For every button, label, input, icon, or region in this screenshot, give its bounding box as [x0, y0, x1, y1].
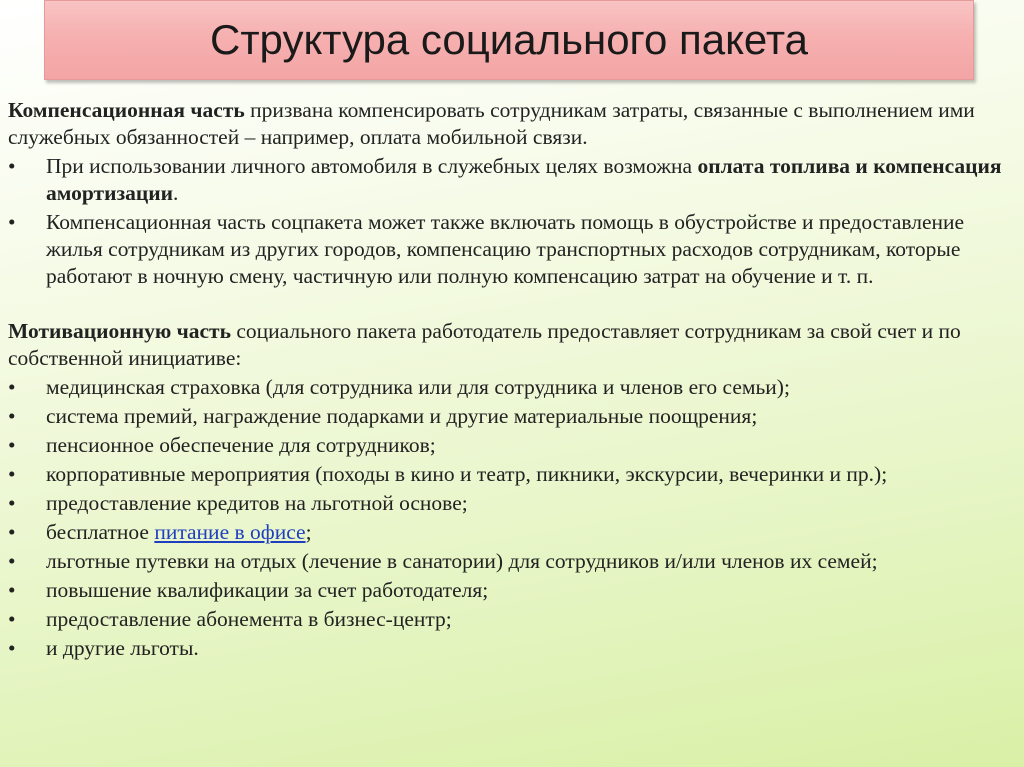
motivation-heading: Мотивационную часть	[8, 319, 231, 343]
list-item-text	[46, 519, 1012, 546]
bullet-icon: •	[8, 433, 16, 457]
fuel-text-start: При использовании личного автомобиля в служебных целях возможна	[46, 154, 698, 178]
list-item-text	[46, 153, 1012, 207]
slide-content	[8, 97, 1012, 662]
page-title: Структура социального пакета	[209, 16, 809, 63]
list-item	[8, 548, 1012, 575]
list-item	[8, 153, 1012, 207]
list-item-text: Компенсационная часть соцпакета может также включать помощь в обустройстве и предоставление жилья сотрудникам из других городов, компенсацию транспортных расходов сотрудникам, которые работают в ночную смену, частичную или полную компенсацию затрат на обучение и т. п.	[46, 210, 965, 288]
list-item	[8, 403, 1012, 430]
motivation-intro-text: социального пакета работодатель предоставляет сотрудникам за свой счет и по собственной инициативе:	[8, 319, 961, 370]
compensation-heading: Компенсационная часть	[8, 98, 245, 122]
list-item	[8, 490, 1012, 517]
spacer	[8, 290, 1012, 318]
bullet-icon: •	[8, 549, 16, 573]
list-item	[8, 374, 1012, 401]
list-item-text: повышение квалификации за счет работодателя;	[46, 578, 489, 602]
list-item-text: льготные путевки на отдых (лечение в санатории) для сотрудников и/или членов их семей;	[46, 549, 878, 573]
fuel-text-end: .	[173, 181, 179, 205]
bullet-icon: •	[8, 578, 16, 602]
motivation-intro	[8, 318, 1012, 372]
list-item	[8, 209, 1012, 290]
list-item-text: пенсионное обеспечение для сотрудников;	[46, 433, 436, 457]
list-item	[8, 461, 1012, 488]
food-text-end: ;	[305, 520, 312, 544]
list-item-text: предоставление кредитов на льготной основе;	[46, 491, 468, 515]
bullet-icon: •	[8, 462, 16, 486]
list-item-text: корпоративные мероприятия (походы в кино и театр, пикники, экскурсии, вечеринки и пр.);	[46, 462, 888, 486]
food-text-start: бесплатное	[46, 520, 155, 544]
bullet-icon: •	[8, 520, 16, 544]
bullet-icon: •	[8, 154, 16, 178]
title-banner	[44, 0, 974, 80]
list-item-text: и другие льготы.	[46, 636, 199, 660]
list-item-text: предоставление абонемента в бизнес-центр;	[46, 607, 452, 631]
bullet-icon: •	[8, 636, 16, 660]
list-item-text: медицинская страховка (для сотрудника или для сотрудника и членов его семьи);	[46, 375, 790, 399]
compensation-intro	[8, 97, 1012, 151]
office-food-link[interactable]: питание в офисе	[154, 520, 306, 544]
bullet-icon: •	[8, 375, 16, 399]
bullet-icon: •	[8, 607, 16, 631]
fuel-highlight: оплата топлива и компенсация амортизации	[46, 154, 1002, 205]
list-item	[8, 635, 1012, 662]
list-item	[8, 519, 1012, 546]
compensation-intro-text: призвана компенсировать сотрудникам затраты, связанные с выполнением ими служебных обязанностей – например, оплата мобильной связи.	[8, 98, 975, 149]
list-item-text: система премий, награждение подарками и другие материальные поощрения;	[46, 404, 758, 428]
list-item	[8, 606, 1012, 633]
bullet-icon: •	[8, 210, 16, 234]
list-item	[8, 432, 1012, 459]
bullet-icon: •	[8, 404, 16, 428]
bullet-icon: •	[8, 491, 16, 515]
list-item	[8, 577, 1012, 604]
